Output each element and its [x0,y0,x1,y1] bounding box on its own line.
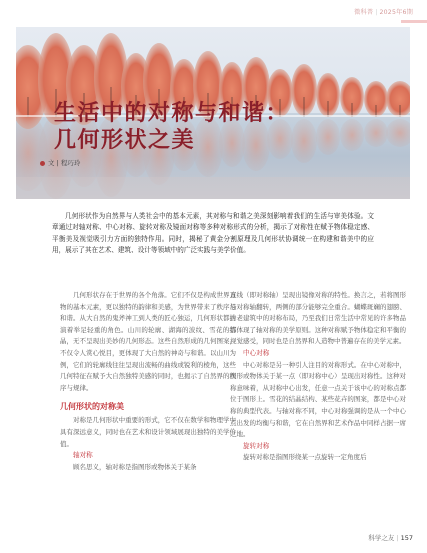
title-line-1: 生活中的对称与和谐： [54,100,290,126]
axial-paragraph-continued: 直线（即对称轴）呈现出镜像对称的特性。换言之，若将图形沿对称轴翻转，两侧的部分能够完全重合。蝴蝶斑斓的翅膀、古老建筑中的对称布局，乃至我们日常生活中常见的许多物品都体现了轴对称的美学原则。这种对称赋予物体稳定和平衡的视觉感受，同时也是自然界和人造物中普遍存在的美学元素。 [230,291,406,346]
byline-dot-icon [40,161,45,166]
hero-image [16,27,410,199]
title-line-2: 几何形状之美 [54,127,196,153]
issue-label: 2025年6期 [379,9,413,16]
author-byline [40,158,80,167]
subheading-central-symmetry: 中心对称 [243,348,270,357]
rotational-paragraph: 旋转对称是指图形绕某一点旋转一定角度后 [243,453,367,462]
header-accent-bar [401,20,427,23]
journal-name: 微科普 [354,9,374,16]
right-column [230,290,406,464]
magazine-name: 科学之友 [368,534,395,542]
header-separator: | [375,9,378,16]
author-name: 文 | 程巧玲 [48,159,81,167]
footer-separator: | [396,534,399,542]
central-paragraph: 中心对称是另一种引人注目的对称形式。在中心对称中，图形或物体关于某一点（即对称中心）呈现出对称性。这种对称意味着，从对称中心出发，任意一点关于该中心的对称点都位于图形上。雪花的结晶结构、某些花卉的图案，都是中心对称的典型代表。与轴对称不同，中心对称强调的是从一个中心点出发的均衡与和谐，它在自然界和艺术作品中同样占据一席之地。 [230,360,406,439]
running-header [354,7,413,19]
intro-paragraph: 几何形状存在于世界的各个角落。它们不仅是构成世界万物的基本元素，更以独特的韵律和美感，为世界带来了秩序与和谐。从大自然的鬼斧神工到人类的匠心独运，几何形状都扮演着举足轻重的角色。山川的轮廓、湖海的波纹、雪花的结晶，无不呈现出美妙的几何形态。这些自然形成的几何图案，不仅令人赏心悦目，更体现了大自然的神奇与和谐。以山川为例，它们的轮廓线往往呈现出流畅的曲线或锐利的棱角，这些几何特征在赋予大自然独特美感的同时，也揭示了自然界的秩序与规律。 [60,291,236,392]
page-number: 157 [400,534,413,542]
subheading-axial-symmetry: 轴对称 [73,451,93,460]
subheading-rotational-symmetry: 旋转对称 [243,441,270,450]
page-footer [368,533,413,542]
article-abstract: 几何形状作为自然界与人类社会中的基本元素，其对称与和谐之美深刻影响着我们的生活与审美体验。文章通过对轴对称、中心对称、旋转对称及镜面对称等多种对称形式的分析，揭示了对称性在赋予物体稳定感、平衡美及视觉吸引力方面的独特作用。同时，揭秘了黄金分割原理及几何形状协调统一在构建和谐美中的应用，展示了其在艺术、建筑、设计等领域中的广泛实践与美学价值。 [52,212,374,254]
axial-paragraph: 顾名思义，轴对称是指图形或物体关于某条 [73,462,197,471]
left-column [60,290,236,473]
article-title [54,100,394,154]
section-heading-symmetry: 几何形状的对称美 [60,402,124,412]
symmetry-intro-paragraph: 对称是几何形状中重要的形式，它不仅在数学和物理学中具有深远意义，同时也在艺术和设计领域展现出独特的美学价值。 [60,416,236,448]
